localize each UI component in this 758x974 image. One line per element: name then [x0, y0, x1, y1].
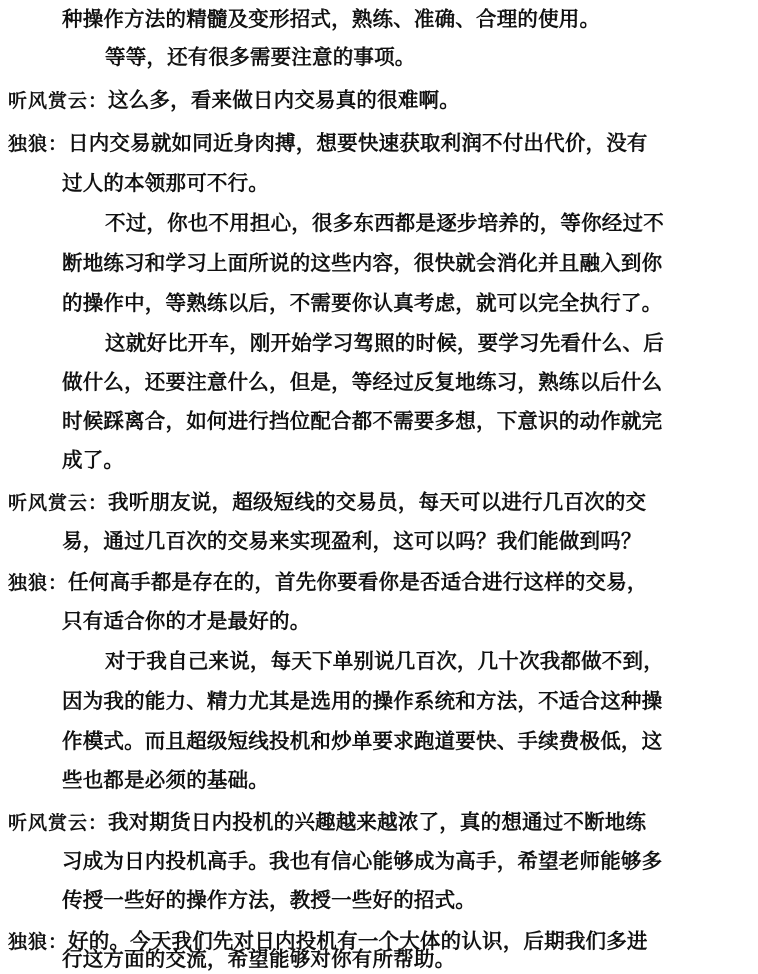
speaker-name: 听风赏云：	[8, 90, 109, 112]
text-line	[62, 168, 269, 198]
text-line	[105, 208, 664, 238]
dialogue-line	[8, 487, 646, 518]
speaker-name: 独狼：	[8, 572, 69, 594]
text-line	[62, 4, 600, 34]
speaker-name: 听风赏云：	[8, 812, 109, 834]
text-line	[105, 646, 664, 676]
text-line	[62, 885, 476, 915]
text-line	[62, 406, 662, 436]
paragraph-text: 作模式。而且超级短线投机和炒单要求跑道要快、手续费极低，这	[62, 729, 663, 753]
speaker-name: 独狼：	[8, 931, 69, 953]
speaker-name: 听风赏云：	[8, 492, 109, 514]
speaker-name: 独狼：	[8, 133, 69, 155]
text-line	[62, 288, 662, 318]
paragraph-text: 因为我的能力、精力尤其是选用的操作系统和方法，不适合这种操	[62, 689, 663, 713]
text-line	[62, 606, 310, 636]
dialogue-text: 我听朋友说，超级短线的交易员，每天可以进行几百次的交	[108, 490, 647, 514]
paragraph-text: 种操作方法的精髓及变形招式，熟练、准确、合理的使用。	[62, 7, 601, 31]
paragraph-text: 对于我自己来说，每天下单别说几百次，几十次我都做不到，	[105, 649, 664, 673]
paragraph-text: 等等，还有很多需要注意的事项。	[105, 45, 416, 69]
paragraph-text: 不过，你也不用担心，很多东西都是逐步培养的，等你经过不	[105, 211, 664, 235]
paragraph-text: 这就好比开车，刚开始学习驾照的时候，要学习先看什么、后	[105, 331, 664, 355]
dialogue-line	[8, 567, 648, 598]
dialogue-line	[8, 128, 648, 159]
dialogue-text: 任何高手都是存在的，首先你要看你是否适合进行这样的交易，	[68, 570, 648, 594]
dialogue-text: 这么多，看来做日内交易真的很难啊。	[108, 88, 460, 112]
text-line	[62, 686, 662, 716]
text-line	[62, 726, 662, 756]
dialogue-text: 日内交易就如同近身肉搏，想要快速获取利润不付出代价，没有	[68, 131, 648, 155]
dialogue-text: 易，通过几百次的交易来实现盈利，这可以吗？我们能做到吗？	[62, 529, 642, 553]
dialogue-text: 我对期货日内投机的兴趣越来越浓了，真的想通过不断地练	[108, 810, 647, 834]
paragraph-text: 时候踩离合，如何进行挡位配合都不需要多想，下意识的动作就完	[62, 409, 663, 433]
dialogue-text: 习成为日内投机高手。我也有信心能够成为高手，希望老师能够多	[62, 849, 663, 873]
dialogue-text: 传授一些好的操作方法，教授一些好的招式。	[62, 888, 476, 912]
text-line	[105, 328, 664, 358]
paragraph-text: 些也都是必须的基础。	[62, 768, 269, 792]
dialogue-text: 好的。今天我们先对日内投机有一个大体的认识，后期我们多进	[68, 929, 648, 953]
dialogue-text: 过人的本领那可不行。	[62, 171, 269, 195]
text-line	[62, 765, 269, 795]
text-line	[62, 846, 662, 876]
paragraph-text: 断地练习和学习上面所说的这些内容，很快就会消化并且融入到你	[62, 251, 663, 275]
dialogue-line	[8, 807, 646, 838]
dialogue-line	[8, 85, 460, 116]
dialogue-text: 行这方面的交流，希望能够对你有所帮助。	[62, 947, 456, 971]
text-line	[62, 367, 662, 397]
text-line	[105, 42, 416, 72]
text-line	[62, 445, 124, 475]
text-line	[62, 526, 642, 556]
paragraph-text: 的操作中，等熟练以后，不需要你认真考虑，就可以完全执行了。	[62, 291, 663, 315]
paragraph-text: 做什么，还要注意什么，但是，等经过反复地练习，熟练以后什么	[62, 370, 663, 394]
paragraph-text: 成了。	[62, 448, 125, 472]
text-line	[62, 248, 662, 278]
dialogue-text: 只有适合你的才是最好的。	[62, 609, 311, 633]
